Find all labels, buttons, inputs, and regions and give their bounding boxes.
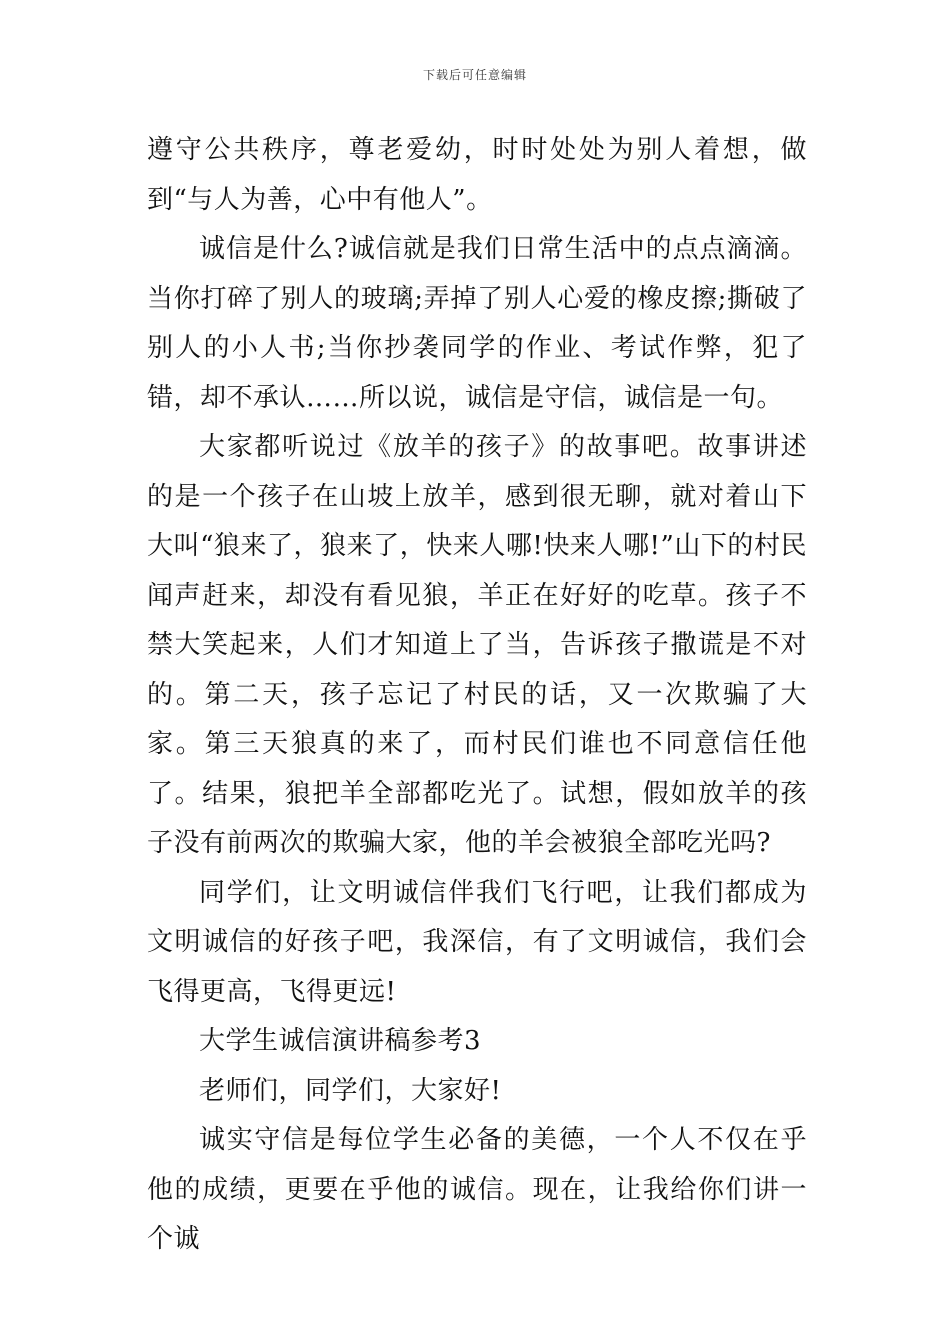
paragraph-7: 诚实守信是每位学生必备的美德，一个人不仅在乎他的成绩，更要在乎他的诚信。现在，让我给你们讲一个诚 [147,1125,807,1254]
page-header: 下载后可任意编辑 [422,68,527,82]
document-body [147,126,807,1265]
greeting: 老师们，同学们，大家好! [199,1075,502,1106]
paragraph-2: 诚信是什么?诚信就是我们日常生活中的点点滴滴。当你打碎了别人的玻璃;弄掉了别人心爱的橡皮擦;撕破了别人的小人书;当你抄袭同学的作业、考试作弊，犯了错，却不承认……所以说，诚信是守信，诚信是一句。 [147,234,807,413]
paragraph-3: 大家都听说过《放羊的孩子》的故事吧。故事讲述的是一个孩子在山坡上放羊，感到很无聊，就对着山下大叫“狼来了，狼来了，快来人哪!快来人哪!”山下的村民闻声赶来，却没有看见狼，羊正在好好的吃草。孩子不禁大笑起来，人们才知道上了当，告诉孩子撒谎是不对的。第二天，孩子忘记了村民的话，又一次欺骗了大家。第三天狼真的来了，而村民们谁也不同意信任他了。结果，狼把羊全部都吃光了。试想，假如放羊的孩子没有前两次的欺骗大家，他的羊会被狼全部吃光吗? [147,432,807,858]
section-title: 大学生诚信演讲稿参考3 [199,1026,482,1056]
paragraph-1: 遵守公共秩序，尊老爱幼，时时处处为别人着想，做到“与人为善，心中有他人”。 [147,135,807,215]
paragraph-4: 同学们，让文明诚信伴我们飞行吧，让我们都成为文明诚信的好孩子吧，我深信，有了文明诚信，我们会飞得更高，飞得更远! [147,877,807,1007]
